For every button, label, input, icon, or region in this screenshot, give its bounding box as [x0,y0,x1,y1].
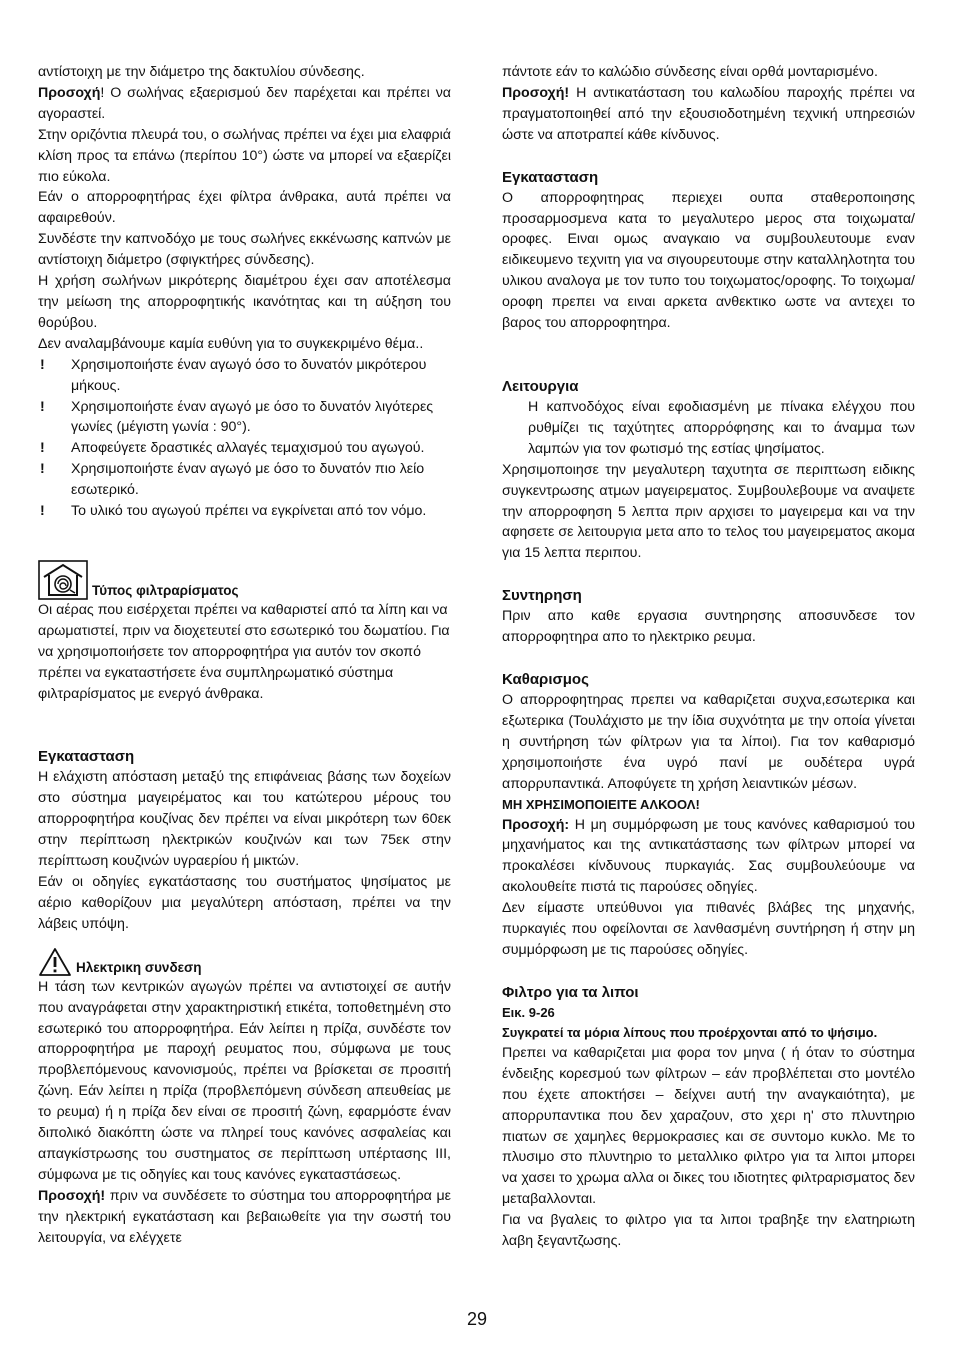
paragraph: Εάν οι οδηγίες εγκατάστασης του συστήματος ψησίματος με αέριο καθορίζουν μια μεγαλύτερη απόσταση, πρέπει να την λάβεις υπόψη. [38,874,451,932]
paragraph: Δεν αναλαμβάνουμε καμία ευθύνη για το συγκεκριμένο θέμα.. [38,335,424,352]
paragraph: Χρησιμοποιησε την μεγαλυτερη ταχυτητα σε περιπτωση ειδικης συγκεντρωσης ατμων μαγειρεματος. Συμβουλεβουμε να αναψετε την απορροφηση 5 λεπτα πριν αρχισει το μαγειρεμα και να την αφησετε σε λειτουργια μετα απο το τελος του μαγειρεματος ακομα για 15 λεπτα περιπου. [502,461,915,562]
list-item: ! Χρησιμοποιήστε έναν αγωγό όσο το δυνατόν μικρότερου μήκους. [38,355,451,397]
filter-house-icon [38,560,88,600]
section-heading: Λειτουργια [502,377,579,395]
paragraph: Εάν ο απορροφητήρας έχει φίλτρα άνθρακα, αυτά πρέπει να αφαιρεθούν. [38,189,451,227]
caution-label: Προσοχή [38,84,101,101]
paragraph: Στην οριζόντια πλευρά του, ο σωλήνας πρέπει να έχει μια ελαφριά κλίση προς τα επάνω (περίπου 10°) ώστε να μπορεί να εξαερίζει πιο εύκολα. [38,126,451,185]
paragraph: Προσοχή! Η αντικατάσταση του καλωδίου παροχής πρέπει να πραγματοποιηθεί από την εξουσιοδοτημένη τεχνική υπηρεσιών ώστε να αποτραπεί κάθε κίνδυνος. [502,84,915,143]
left-column [38,62,451,1249]
warning-triangle-icon [38,947,72,977]
list-item: ! Αποφεύγετε δραστικές αλλαγές τεμαχισμού του αγωγού. [38,438,451,459]
exclamation-icon: ! [40,356,45,373]
paragraph: Ο απορροφητηρας πρεπει να καθαριζεται συχνα,εσωτερικα και εξωτερικα (Τουλάχιστο με την ίδια συχνότητα με την οποία γίνεται η συντήρηση τών φίλτρων για τα λίποι). Για τον καθαρισμό χρησιμοποιήστε ένα υγρό πανί με ουδέτερα υγρά απορρυπαντικά. Αποφύγετε τη χρήση λειαντικών μέσων. [502,692,915,792]
section-heading: Τύπος φιλτραρίσματος [92,582,239,598]
paragraph: Συνδέστε την καπνοδόχο με τους σωλήνες εκκένωσης καπνών με αντίστοιχη διάμετρο (σφιγκτήρες σύνδεσης). [38,231,451,269]
right-column [502,62,915,1252]
paragraph: Η καπνοδόχος είναι εφοδιασμένη με πίνακα ελέγχου που ρυθμίζει τις ταχύτητες απορρόφησης και το άναμμα των λαμπών για τον φωτισμό της εστίας ψησίματος. [528,398,915,457]
electrical-heading [38,947,451,977]
paragraph: Δεν είμαστε υπεύθυνοι για πιθανές βλάβες της μηχανής, πυρκαγιές που οφείλονται σε λανθασμένη συντήρηση ή στην μη συμμόρφωση με τις παρούσες οδηγίες. [502,900,915,958]
exclamation-icon: ! [40,440,45,457]
paragraph: Προσοχή! Ο σωλήνας εξαερισμού δεν παρέχεται και πρέπει να αγοραστεί. [38,84,451,122]
page-number: 29 [466,1309,488,1329]
paragraph: Η ελάχιστη απόσταση μεταξύ της επιφάνειας βάσης των δοχείων στο σύστημα μαγειρέματος και του κατώτερου μέρους του απορροφητήρα κουζίνας δεν πρέπει να είναι μικρότερη των 60εκ στην περίπτωση ηλεκτρικών κουζινών και των 75εκ στην περίπτωση κουζινών υγραερίου ή μικτών. [38,769,451,870]
paragraph: πάντοτε εάν το καλώδιο σύνδεσης είναι ορθά μονταρισμένο. [502,64,878,80]
paragraph: Για να βγαλεις το φιλτρο για τα λιποι τραβηξε την ελατηριωτη λαβη ξεγαντζωσης. [502,1212,915,1250]
paragraph: Ο απορροφητηρας περιεχει ουπα σταθεροποιησης προσαρμοσμενα κατα το μεγαλυτερο μερος στα τοιχωματα/οροφες. Ειναι ομως αναγκαιο να συμβουλευτουμε εναν ειδικευμενο τεχνιτη για να σιγουρευτουμε στην καταλληλοτητα του υλικου αναλογα με τον τυπο του τοιχωματος/οροφης. Το τοιχωμα/οροφη πρεπει να ειναι αρκετα ανθεκτικο ωστε να αντεχει το βαρος του απορροφητηρα. [502,189,915,332]
section-heading: Φιλτρο για τα λιποι [502,983,639,1001]
bold-note: Συγκρατεί τα μόρια λίπους που προέρχονται από το ψήσιμο. [502,1024,878,1040]
section-heading: Ηλεκτρικη συνδεση [76,959,202,975]
section-heading: Καθαρισμος [502,671,589,689]
paragraph: Οι αέρας που εισέρχεται πρέπει να καθαριστεί από τα λίπη και να αρωματιστεί, πριν να διοχετευτεί στο εσωτερικό του δωματίου. Για να χρησιμοποιήσετε τον απορροφητήρα για αυτόν τον σκοπό πρέπει να εγκαταστήσετε ένα συμπληρωματικό σύστημα φιλτραρίσματος με ενεργό άνθρακα. [38,601,450,702]
section-heading: Συντηρηση [502,587,582,605]
figure-reference: Εικ. 9-26 [502,1004,555,1020]
paragraph: Η χρήση σωλήνων μικρότερης διαμέτρου έχει σαν αποτέλεσμα την μείωση της απορροφητικής ικανότητας και τη αύξηση του θορύβου. [38,273,451,331]
warning-text: ΜΗ ΧΡΗΣΙΜΟΠΟΙΕΙΤΕ ΑΛΚΟΟΛ! [502,796,700,812]
paragraph: Προσοχή! πριν να συνδέσετε το σύστημα του απορροφητήρα με την ηλεκτρική εγκατάσταση και βεβαιωθείτε για την σωστή του λειτουργία, να ελέγχετε [38,1187,451,1246]
paragraph: Πρεπει να καθαριζεται μια φορα τον μηνα ( ή όταν το σύστημα ένδειξης κορεσμού των φίλτρων – εάν προβλέπεται στο μοντέλο που έχετε αποκτήσει – δείχνει αυτή την αναγκαιότητα), με απορρυπαντικα που δεν χαραζουν, στο χερι η' στο πλυντηριο πιατων σε χαμηλες θερμοκρασιες και σε συντομο κυκλο. Με το πλυσιμο στο πλυντηριο το μεταλλικο φιλτρο για τα λιποι μπορει να χασει το χρωμα αλλα οι δικες του ιδιοτητες φιλτραρισματος δεν μεταβαλλονται. [502,1044,915,1208]
paragraph: Προσοχή: Η μη συμμόρφωση με τους κανόνες καθαρισμού του μηχανήματος και της αντικατάστασης των φίλτρων μπορεί να προκαλέσει κίνδυνους πυρκαγιάς. Σας συμβουλεύουμε να ακολουθείτε πιστά τις παρούσες οδηγίες. [502,816,915,896]
section-heading: Εγκατασταση [502,168,599,186]
caution-label: Προσοχή: [502,816,570,833]
exclamation-icon: ! [40,503,45,520]
filter-type-heading [38,560,451,600]
caution-label: Προσοχή! [38,1187,106,1204]
section-heading: Εγκατασταση [38,748,135,766]
caution-label: Προσοχή! [502,84,570,101]
paragraph: Πριν απο καθε εργασια συντηρησης αποσυνδεσε τον απορροφητηρα απο το ηλεκτρικο ρευμα. [502,608,915,646]
exclamation-icon: ! [40,398,45,415]
list-item: ! Χρησιμοποιήστε έναν αγωγό με όσο το δυνατόν λιγότερες γωνίες (μέγιστη γωνία : 90°). [38,397,451,439]
list-item: ! Χρησιμοποιήστε έναν αγωγό με όσο το δυνατόν πιο λείο εσωτερικό. [38,459,451,501]
exclamation-icon: ! [40,461,45,478]
paragraph: Η τάση των κεντρικών αγωγών πρέπει να αντιστοιχεί σε αυτήν που αναγράφεται στην χαρακτηριστική ετικέτα, τοποθετημένη στο εσωτερικό του απορροφητήρα. Εάν λείπει η πρίζα, συνδέστε τον απορροφητήρα με παροχή ρευματος που, σύμφωνα με τους προβλεπόμενους κανονισμούς, πρέπει να βρίσκεται σε προσιτή ζώνη. Εάν λείπει η πρίζα (προβλεπόμενη σύνδεση απευθείας με το ρευμα) ή η πρίζα δεν είναι σε προσιτή ζώνη, εφαρμόστε έναν διπολικό διακόπτη ώστε να πληρεί τους κανόνες ασφαλείας και απαγκίστρωσης του συστηματος σε περίπτωση υπέρτασης ΙΙΙ, σύμφωνα με τις οδηγίες και τους κανόνες εγκαταστάσεως. [38,978,451,1183]
list-item: ! Το υλικό του αγωγού πρέπει να εγκρίνεται από τον νόμο. [38,501,451,522]
paragraph: αντίστοιχη με την διάμετρο της δακτυλίου σύνδεσης. [38,64,365,80]
